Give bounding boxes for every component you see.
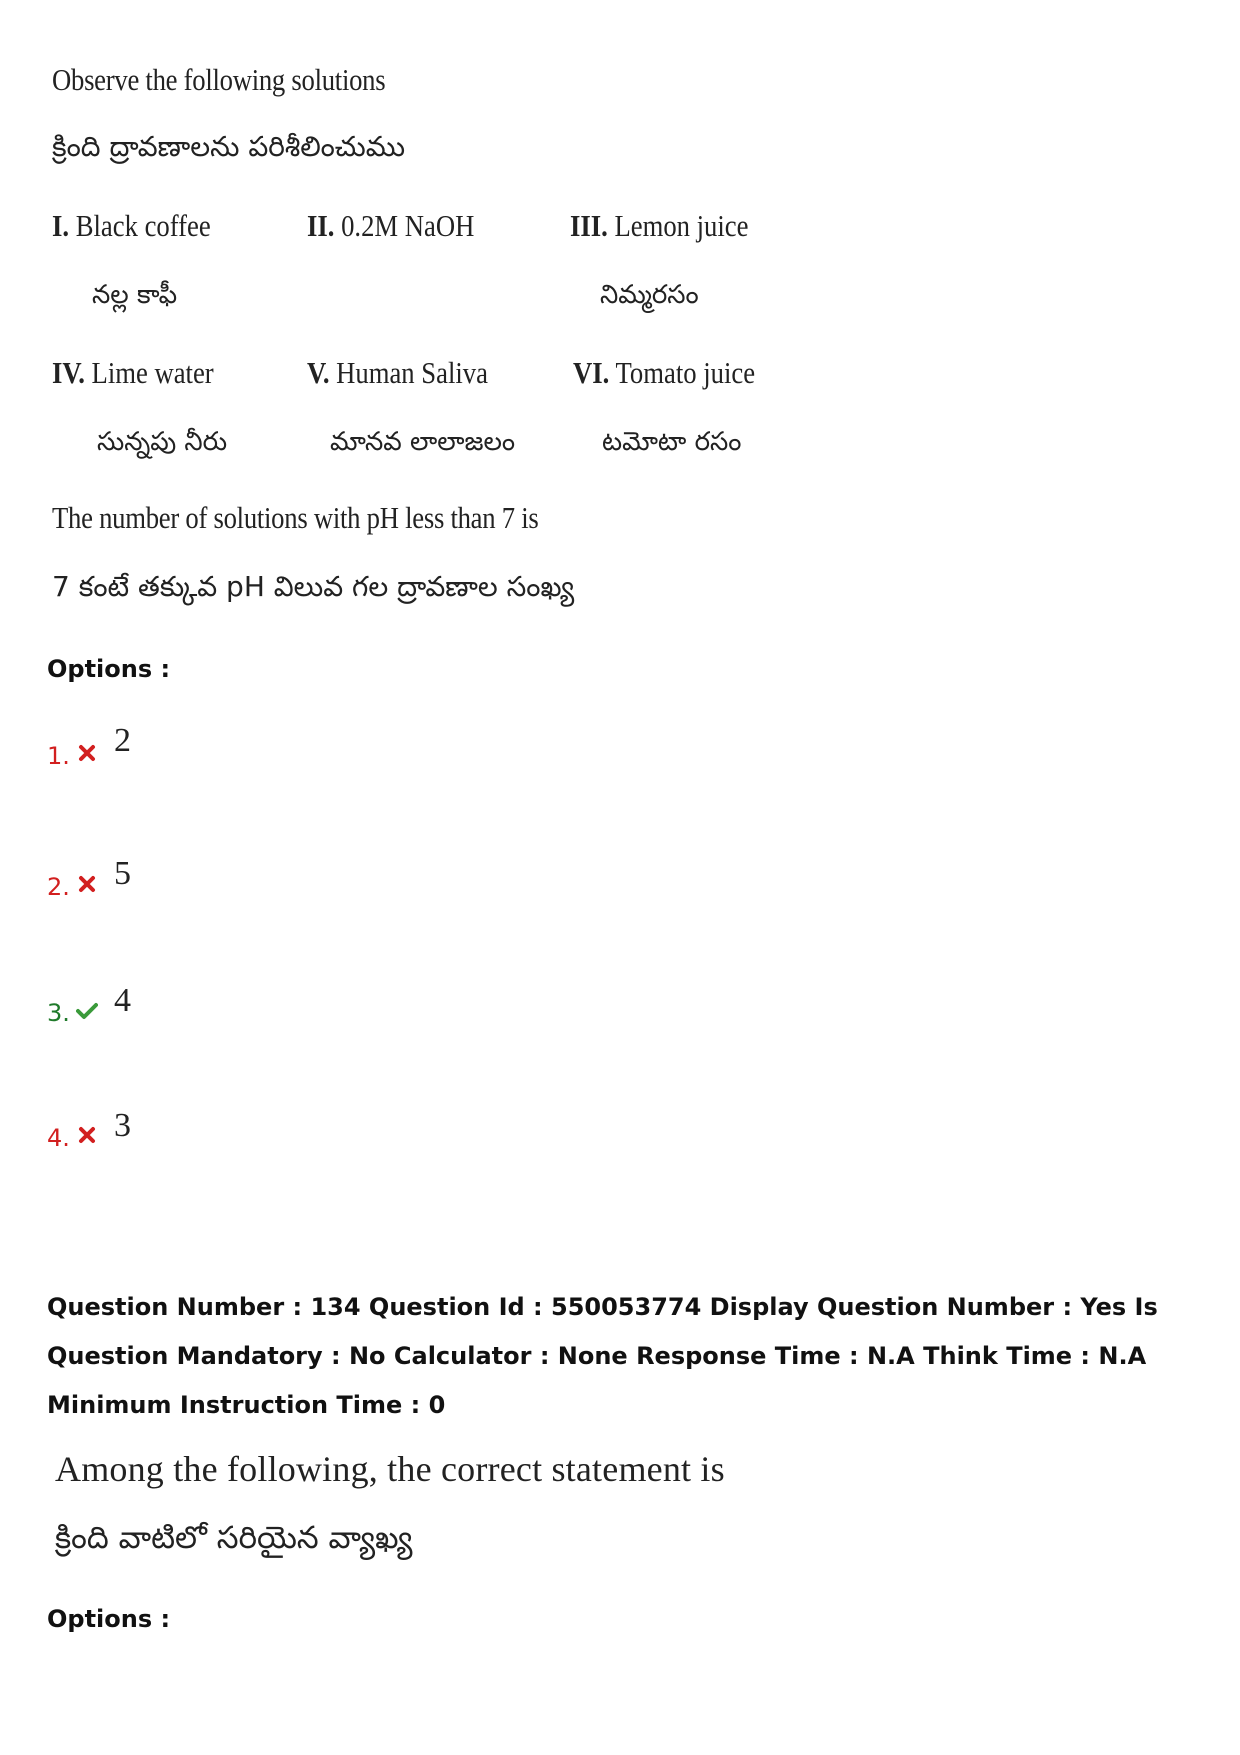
item-1-label: Black coffee: [75, 208, 211, 243]
item-3-te: నిమ్మరసం: [600, 280, 699, 310]
cross-icon: [78, 1126, 96, 1144]
q1-question-te: 7 కంటే తక్కువ pH విలువ గల ద్రావణాల సంఖ్య: [52, 570, 575, 603]
q1-question-en: The number of solutions with pH less than 7 is: [52, 500, 539, 535]
item-6-label: Tomato juice: [615, 355, 756, 390]
q2-meta: Question Number : 134 Question Id : 550053774 Display Question Number : Yes Is Question Mandatory : No Calculator : None Response Time : N.A Think Time : N.A Minimum Instruction Time : 0: [47, 1293, 1158, 1419]
item-4-te: సున్నపు నీరు: [97, 427, 228, 457]
check-icon: [76, 1002, 98, 1020]
option-4-number: 4.: [47, 1124, 70, 1152]
item-1-numeral: I.: [52, 208, 70, 243]
item-6-te: టమోటా రసం: [602, 427, 742, 457]
item-6-numeral: VI.: [573, 355, 610, 390]
item-6: [573, 355, 755, 391]
item-1-te: నల్ల కాఫీ: [92, 280, 178, 310]
item-2: [307, 208, 474, 244]
q2-question-en: Among the following, the correct statement is: [55, 1449, 725, 1489]
option-2-number: 2.: [47, 873, 70, 901]
item-5-numeral: V.: [307, 355, 330, 390]
q1-intro-te: క్రింది ద్రావణాలను పరిశీలించుము: [52, 130, 406, 163]
cross-icon: [78, 875, 96, 893]
item-4-numeral: IV.: [52, 355, 85, 390]
cross-icon: [78, 744, 96, 762]
item-5: [307, 355, 488, 391]
item-3-numeral: III.: [570, 208, 608, 243]
item-5-label: Human Saliva: [336, 355, 488, 390]
option-3-number: 3.: [47, 999, 70, 1027]
q1-options-label: Options :: [47, 655, 171, 683]
option-2-value[interactable]: 5: [114, 855, 131, 892]
item-3-label: Lemon juice: [614, 208, 749, 243]
item-5-te: మానవ లాలాజలం: [330, 427, 516, 457]
item-4-label: Lime water: [91, 355, 214, 390]
option-3-value[interactable]: 4: [114, 982, 131, 1019]
q1-intro-en: Observe the following solutions: [52, 62, 386, 97]
item-4: [52, 355, 214, 391]
item-2-label: 0.2M NaOH: [341, 208, 475, 243]
item-3: [570, 208, 748, 244]
option-4-value[interactable]: 3: [114, 1107, 131, 1144]
item-1: [52, 208, 211, 244]
option-1-value[interactable]: 2: [114, 722, 131, 759]
item-2-numeral: II.: [307, 208, 335, 243]
q2-question-te: క్రింది వాటిలో సరియైన వ్యాఖ్య: [55, 1520, 413, 1556]
option-1-number: 1.: [47, 742, 70, 770]
q2-options-label: Options :: [47, 1605, 171, 1633]
